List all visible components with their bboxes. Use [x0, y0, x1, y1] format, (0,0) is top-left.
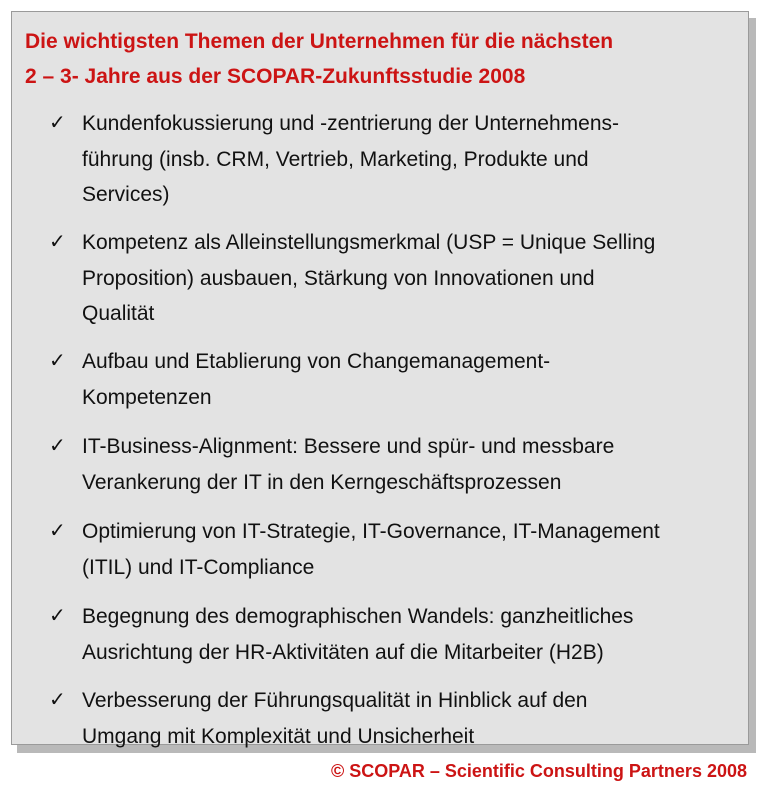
list-item-line: Optimierung von IT-Strategie, IT-Governance, IT-Management	[82, 520, 660, 543]
list-item-line: Kompetenzen	[82, 385, 212, 409]
list-item-line: Aufbau und Etablierung von Changemanagement-	[82, 350, 551, 373]
list-item-line: Services)	[82, 183, 170, 206]
page-title	[25, 24, 725, 94]
title-line-1: Die wichtigsten Themen der Unternehmen für die nächsten	[25, 30, 614, 53]
list-item-text	[82, 514, 742, 585]
list-item-line: Begegnung des demographischen Wandels: ganzheitliches	[82, 605, 634, 628]
list-item-text	[82, 106, 742, 213]
checkmark-icon: ✓	[49, 435, 66, 457]
copyright-footer: © SCOPAR – Scientific Consulting Partners 2008	[330, 761, 747, 781]
list-item-line: Qualität	[82, 302, 155, 325]
checkmark-icon: ✓	[49, 231, 66, 253]
list-item-line: Verankerung der IT in den Kerngeschäftsprozessen	[82, 470, 562, 494]
checkmark-icon: ✓	[49, 350, 66, 372]
list-item-line: Proposition) ausbauen, Stärkung von Innovationen und	[82, 266, 595, 290]
list-item-text	[82, 225, 742, 332]
list-item-line: Kundenfokussierung und -zentrierung der Unternehmens-	[82, 112, 619, 135]
list-item-line: führung (insb. CRM, Vertrieb, Marketing, Produkte und	[82, 147, 589, 171]
content-card	[11, 11, 749, 748]
checkmark-icon: ✓	[49, 112, 66, 134]
list-item-line: IT-Business-Alignment: Bessere und spür- und messbare	[82, 435, 615, 458]
list-item-line: Verbesserung der Führungsqualität in Hinblick auf den	[82, 689, 588, 712]
list-item-text	[82, 344, 742, 415]
list-item-text	[82, 683, 742, 754]
list-item-text	[82, 429, 742, 500]
list-item-line: Umgang mit Komplexität und Unsicherheit	[82, 724, 475, 748]
list-item-text	[82, 599, 742, 670]
checkmark-icon: ✓	[49, 689, 66, 711]
list-item-line: Kompetenz als Alleinstellungsmerkmal (USP = Unique Selling	[82, 231, 656, 254]
checkmark-icon: ✓	[49, 605, 66, 627]
title-line-2: 2 – 3- Jahre aus der SCOPAR-Zukunftsstudie 2008	[25, 65, 526, 88]
list-item-line: (ITIL) und IT-Compliance	[82, 555, 315, 579]
checkmark-icon: ✓	[49, 520, 66, 542]
list-item-line: Ausrichtung der HR-Aktivitäten auf die Mitarbeiter (H2B)	[82, 640, 604, 664]
